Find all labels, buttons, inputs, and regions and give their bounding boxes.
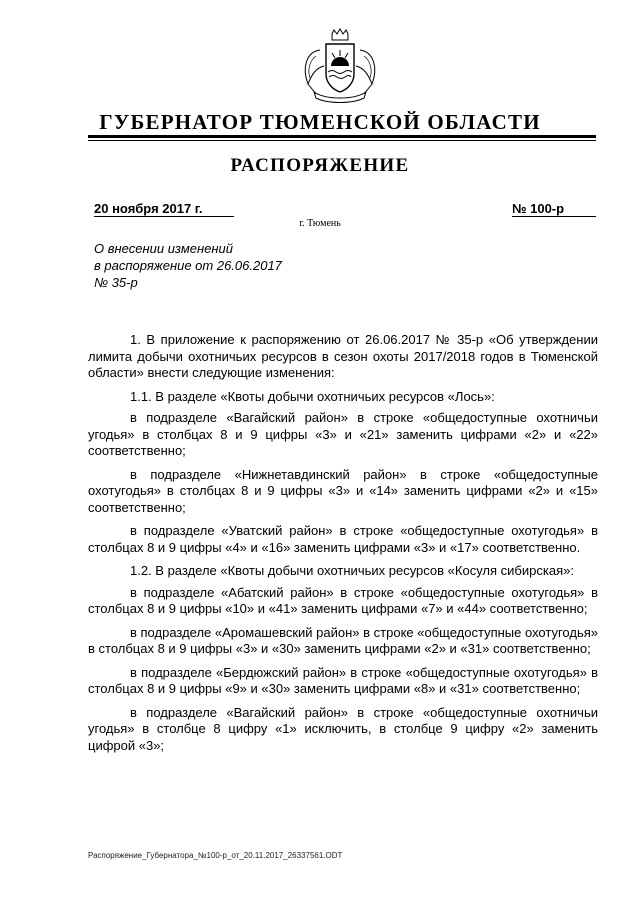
document-type-heading: РАСПОРЯЖЕНИЕ [230,155,410,176]
subject-line: в распоряжение от 26.06.2017 [94,258,282,273]
body-paragraph: 1.1. В разделе «Квоты добычи охотничьих ресурсов «Лось»: [130,388,495,404]
body-paragraph: в подразделе «Бердюжский район» в строке «общедоступные охотугодья» в столбцах 8 и 9 цифры «9» и «30» заменить цифрами «8» и «31» соответственно; [88,664,598,696]
coat-of-arms-icon [298,28,382,108]
document-body [88,332,598,761]
document-date: 20 ноября 2017 г. [94,201,234,217]
subject-line: № 35-р [94,275,138,290]
header-rule-thick [88,135,596,138]
document-number: № 100-р [512,201,596,217]
header-rule-thin [88,140,596,141]
body-paragraph: в подразделе «Аромашевский район» в строке «общедоступные охотугодья» в столбцах 8 и 9 цифры «3» и «30» заменить цифрами «2» и «31» соответственно; [88,624,598,656]
governor-title: ГУБЕРНАТОР ТЮМЕНСКОЙ ОБЛАСТИ [99,110,541,134]
subject-line: О внесении изменений [94,241,233,256]
body-paragraph: в подразделе «Вагайский район» в строке «общедоступные охотничьи угодья» в столбцах 8 и 9 цифры «3» и «21» заменить цифрами «2» и «22» соответственно; [88,410,598,458]
body-paragraph: в подразделе «Уватский район» в строке «общедоступные охотугодья» в столбцах 8 и 9 цифры «4» и «16» заменить цифрами «3» и «17» соответственно. [88,523,598,555]
body-paragraph: 1.2. В разделе «Квоты добычи охотничьих ресурсов «Косуля сибирская»: [130,563,574,578]
body-paragraph: в подразделе «Вагайский район» в строке «общедоступные охотничьи угодья» в столбце 8 цифру «1» исключить, в столбце 9 цифру «2» заменить цифрой «3»; [88,704,598,753]
body-paragraph: в подразделе «Нижнетавдинский район» в строке «общедоступные охотугодья» в столбцах 8 и 9 цифры «3» и «14» заменить цифрами «2» и «15» соответственно; [88,466,598,515]
body-paragraph: 1. В приложение к распоряжению от 26.06.2017 № 35-р «Об утверждении лимита добычи охотничьих ресурсов в сезон охоты 2017/2018 годов в Тюменской области» внести следующие изменения: [88,332,598,380]
document-city: г. Тюмень [299,218,341,229]
body-paragraph: в подразделе «Абатский район» в строке «общедоступные охотугодья» в столбцах 8 и 9 цифры «10» и «41» заменить цифрами «7» и «44» соответственно; [88,584,598,616]
footer-filename: Распоряжение_Губернатора_№100-р_от_20.11.2017_26337561.ODT [88,851,343,860]
document-subject [94,240,354,291]
